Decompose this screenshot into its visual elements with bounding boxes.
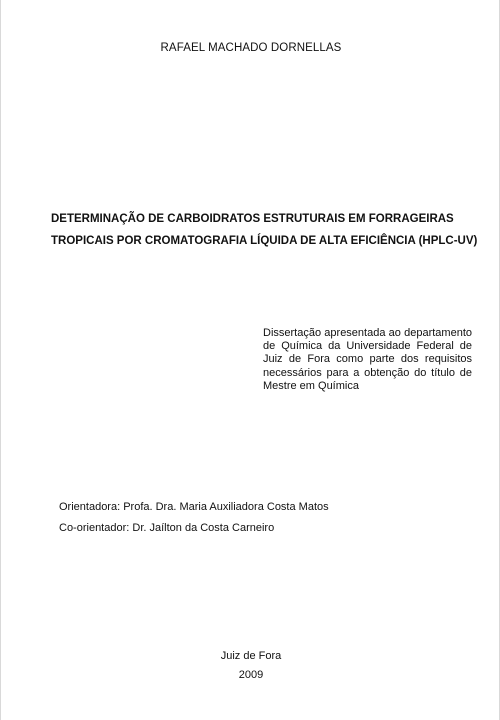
place-and-date bbox=[1, 647, 500, 685]
city: Juiz de Fora bbox=[220, 650, 282, 662]
thesis-title bbox=[51, 208, 478, 252]
thesis-title-line-1: DETERMINAÇÃO DE CARBOIDRATOS ESTRUTURAIS EM FORRAGEIRAS bbox=[51, 213, 454, 225]
advisors-block bbox=[59, 497, 329, 539]
thesis-title-line-2: TROPICAIS POR CROMATOGRAFIA LÍQUIDA DE ALTA EFICIÊNCIA (HPLC-UV) bbox=[51, 235, 478, 247]
advisor-line: Orientadora: Profa. Dra. Maria Auxiliadora Costa Matos bbox=[59, 501, 329, 513]
author-name: RAFAEL MACHADO DORNELLAS bbox=[160, 42, 342, 54]
coadvisor-line: Co-orientador: Dr. Jaílton da Costa Carneiro bbox=[59, 522, 275, 534]
year: 2009 bbox=[238, 669, 264, 681]
dissertation-statement: Dissertação apresentada ao departamento de Química da Universidade Federal de Juiz de Fora como parte dos requisitos necessários para a obtenção do título de Mestre em Química bbox=[263, 327, 472, 392]
